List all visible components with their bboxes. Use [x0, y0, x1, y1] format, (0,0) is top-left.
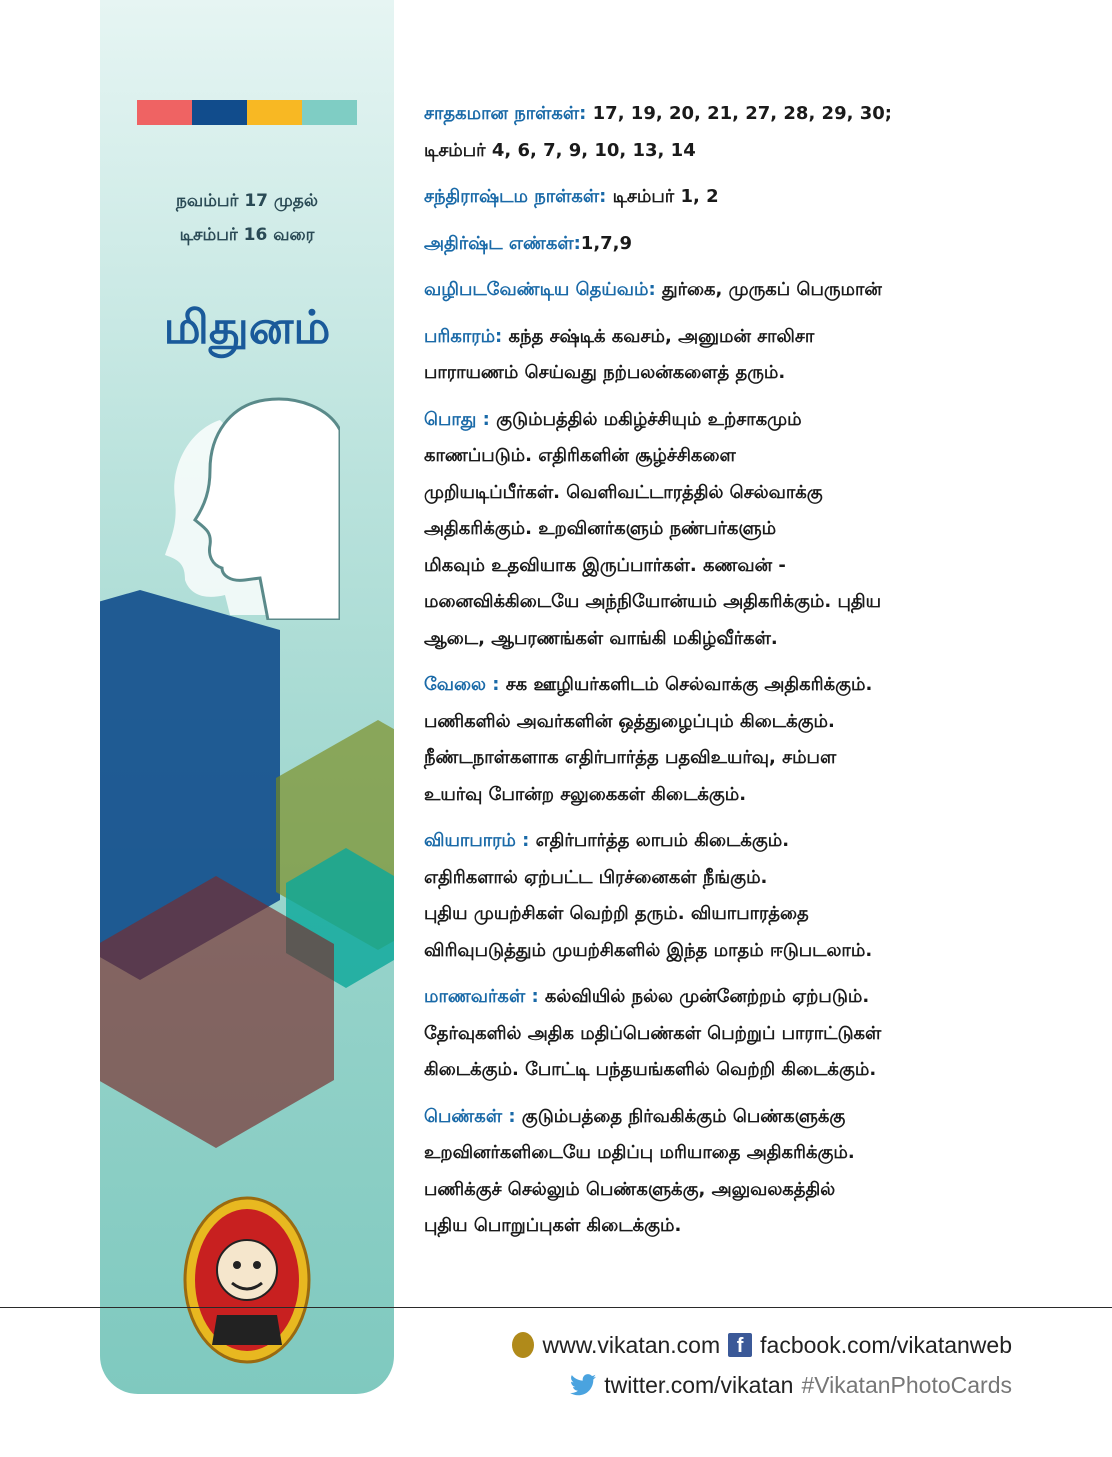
- deity: [424, 272, 1084, 309]
- lucky-numbers-label: அதிர்ஷ்ட எண்கள்:: [424, 232, 581, 254]
- gemini-twins-icon: [150, 390, 340, 620]
- facebook-icon: f: [728, 1333, 752, 1357]
- section-line: உறவினர்களிடையே மதிப்பு மரியாதை அதிகரிக்கும்.: [424, 1142, 855, 1163]
- lucky-days-label: சாதகமான நாள்கள்:: [424, 103, 587, 124]
- vikatan-mini-logo-icon: [512, 1332, 534, 1358]
- deity-value: துர்கை, முருகப் பெருமான்: [655, 279, 882, 300]
- section-students: [424, 979, 1084, 1089]
- section-line: முறியடிப்பீர்கள். வெளிவட்டாரத்தில் செல்வாக்கு: [424, 481, 823, 503]
- chandrashtama-value: டிசம்பர் 1, 2: [606, 186, 719, 207]
- footer-row-2: [504, 1365, 1012, 1405]
- remedy-line2: பாராயணம் செய்வது நற்பலன்களைத் தரும்.: [424, 362, 786, 383]
- lucky-days: [424, 96, 1084, 169]
- lucky-days-line1: 17, 19, 20, 21, 27, 28, 29, 30;: [586, 103, 892, 124]
- section-line: உயர்வு போன்ற சலுகைகள் கிடைக்கும்.: [424, 783, 747, 805]
- twitter-bird-icon: [570, 1374, 596, 1396]
- remedy-line1: கந்த சஷ்டிக் கவசம், அனுமன் சாலிசா: [502, 325, 815, 347]
- horoscope-content: [424, 96, 1084, 1255]
- zodiac-sign-title: மிதுனம்: [163, 300, 331, 354]
- section-line: கிடைக்கும். போட்டி பந்தயங்களில் வெற்றி கிடைக்கும்.: [424, 1059, 877, 1080]
- color-swatch-red: [137, 100, 192, 125]
- section-line: எதிர்பார்த்த லாபம் கிடைக்கும்.: [535, 830, 790, 851]
- lucky-days-line2: டிசம்பர் 4, 6, 7, 9, 10, 13, 14: [424, 139, 696, 161]
- section-business: [424, 823, 1084, 969]
- website-link[interactable]: www.vikatan.com: [542, 1331, 721, 1358]
- section-line: ஆடை, ஆபரணங்கள் வாங்கி மகிழ்வீர்கள்.: [424, 627, 778, 649]
- remedy: [424, 319, 1084, 392]
- vikatan-logo-icon: [182, 1195, 312, 1365]
- section-line: விரிவுபடுத்தும் முயற்சிகளில் இந்த மாதம் ஈடுபடலாம்.: [424, 939, 873, 961]
- color-bar: [137, 100, 357, 125]
- section-line: சக ஊழியர்களிடம் செல்வாக்கு அதிகரிக்கும்.: [505, 674, 873, 695]
- section-students-label: மாணவர்கள் :: [424, 986, 545, 1007]
- footer-row-1: [504, 1325, 1012, 1365]
- section-line: தேர்வுகளில் அதிக மதிப்பெண்கள் பெற்றுப் பாராட்டுகள்: [424, 1022, 882, 1044]
- section-line: பணிகளில் அவர்களின் ஒத்துழைப்பும் கிடைக்கும்.: [424, 710, 835, 732]
- color-swatch-teal: [302, 100, 357, 125]
- section-line: மிகவும் உதவியாக இருப்பார்கள். கணவன் -: [424, 554, 786, 576]
- section-women-label: பெண்கள் :: [424, 1105, 522, 1127]
- chandrashtama-label: சந்திராஷ்டம நாள்கள்:: [424, 186, 607, 207]
- lucky-numbers-value: 1,7,9: [580, 232, 633, 254]
- section-general-label: பொது :: [424, 408, 497, 430]
- date-range: [100, 184, 394, 252]
- date-range-end: டிசம்பர் 16 வரை: [179, 225, 315, 245]
- color-swatch-blue: [192, 100, 247, 125]
- section-women: [424, 1099, 1084, 1245]
- hashtag: #VikatanPhotoCards: [801, 1371, 1012, 1398]
- footer: [504, 1325, 1012, 1405]
- footer-divider: [0, 1307, 1112, 1308]
- section-line: குடும்பத்தை நிர்வகிக்கும் பெண்களுக்கு: [521, 1105, 846, 1127]
- section-line: குடும்பத்தில் மகிழ்ச்சியும் உற்சாகமும்: [496, 408, 802, 430]
- section-line: புதிய பொறுப்புகள் கிடைக்கும்.: [424, 1215, 682, 1236]
- section-line: புதிய முயற்சிகள் வெற்றி தரும். வியாபாரத்தை: [424, 903, 809, 924]
- facebook-link[interactable]: facbook.com/vikatanweb: [760, 1331, 1012, 1358]
- section-job: [424, 667, 1084, 813]
- section-line: மனைவிக்கிடையே அந்நியோன்யம் அதிகரிக்கும். புதிய: [424, 591, 882, 612]
- color-swatch-yellow: [247, 100, 302, 125]
- chandrashtama-days: [424, 179, 1084, 216]
- decorative-hexagons: [100, 590, 394, 1170]
- date-range-start: நவம்பர் 17 முதல்: [176, 191, 318, 211]
- lucky-numbers: [424, 226, 1084, 263]
- section-line: அதிகரிக்கும். உறவினர்களும் நண்பர்களும்: [424, 518, 777, 539]
- section-line: எதிரிகளால் ஏற்பட்ட பிரச்னைகள் நீங்கும்.: [424, 866, 768, 888]
- deity-label: வழிபடவேண்டிய தெய்வம்:: [424, 279, 656, 300]
- sidebar-panel: [100, 0, 394, 1394]
- section-job-label: வேலை :: [424, 674, 506, 695]
- section-line: காணப்படும். எதிரிகளின் சூழ்ச்சிகளை: [424, 445, 736, 466]
- twitter-link[interactable]: twitter.com/vikatan: [604, 1371, 794, 1398]
- section-general: [424, 402, 1084, 658]
- section-line: பணிக்குச் செல்லும் பெண்களுக்கு, அலுவலகத்தில்: [424, 1178, 836, 1200]
- remedy-label: பரிகாரம்:: [424, 325, 503, 347]
- section-business-label: வியாபாரம் :: [424, 830, 536, 851]
- section-line: கல்வியில் நல்ல முன்னேற்றம் ஏற்படும்.: [544, 986, 870, 1007]
- section-line: நீண்டநாள்களாக எதிர்பார்த்த பதவிஉயர்வு, சம்பள: [424, 747, 837, 768]
